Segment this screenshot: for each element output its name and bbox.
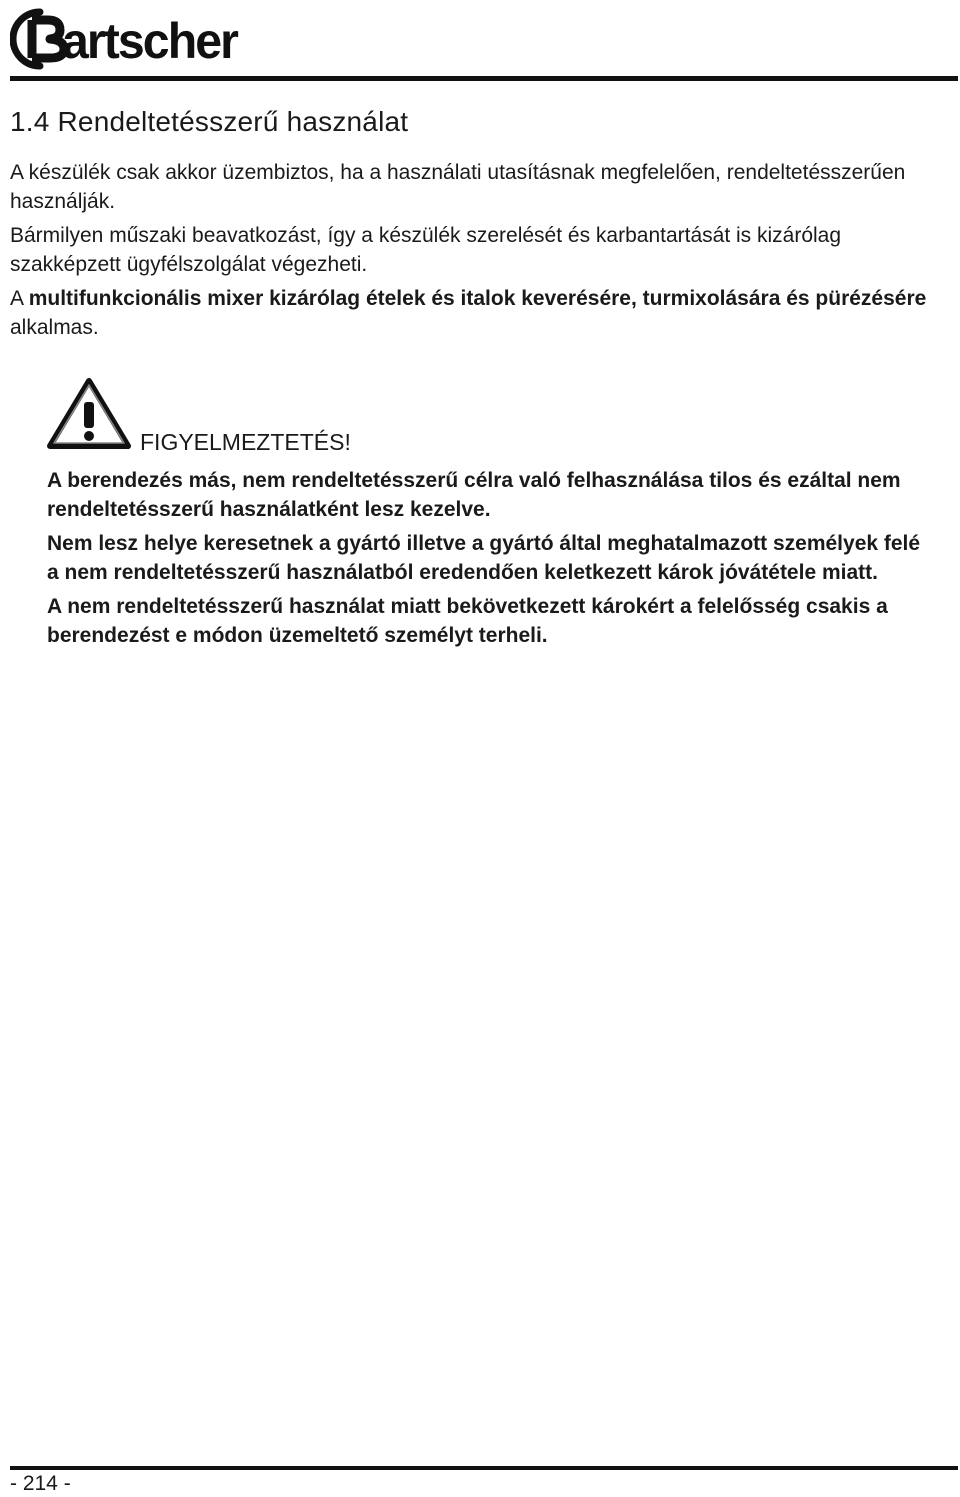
footer-rule — [10, 1466, 958, 1470]
section-title: 1.4 Rendeltetésszerű használat — [10, 106, 409, 137]
warning-paragraph-1: A berendezés más, nem rendeltetésszerű célra való felhasználása tilos és ezáltal nem rendeltetésszerű használatként lesz kezelve. — [47, 469, 901, 521]
intro-paragraph-1: A készülék csak akkor üzembiztos, ha a használati utasításnak megfelelően, rendeltetésszerűen használják. — [10, 161, 906, 213]
intro-text — [10, 158, 940, 347]
warning-paragraph-2: Nem lesz helye keresetnek a gyártó illetve a gyártó által meghatalmazott személyek felé a nem rendeltetésszerű használatból eredendően keletkezett károk jóvátétele miatt. — [47, 532, 921, 584]
page-number: - 214 - — [10, 1472, 71, 1495]
header-rule — [10, 76, 958, 81]
bartscher-logo — [10, 4, 240, 70]
warning-triangle-icon — [46, 376, 132, 452]
intro-p3-post: alkalmas. — [10, 316, 99, 339]
intro-p3-pre: A — [10, 287, 29, 310]
warning-paragraph-3: A nem rendeltetésszerű használat miatt bekövetkezett károkért a felelősség csakis a berendezést e módon üzemeltető személyt terheli. — [47, 595, 888, 647]
svg-text:artscher: artscher — [62, 13, 239, 69]
intro-paragraph-3 — [10, 284, 940, 342]
intro-paragraph-2: Bármilyen műszaki beavatkozást, így a készülék szerelését és karbantartását is kizárólag szakképzett ügyfélszolgálat végezheti. — [10, 224, 842, 276]
intro-p3-bold: multifunkcionális mixer kizárólag ételek és italok keverésére, turmixolására és pürézésére — [28, 287, 927, 310]
warning-title: FIGYELMEZTETÉS! — [140, 429, 351, 455]
warning-body — [47, 467, 937, 656]
